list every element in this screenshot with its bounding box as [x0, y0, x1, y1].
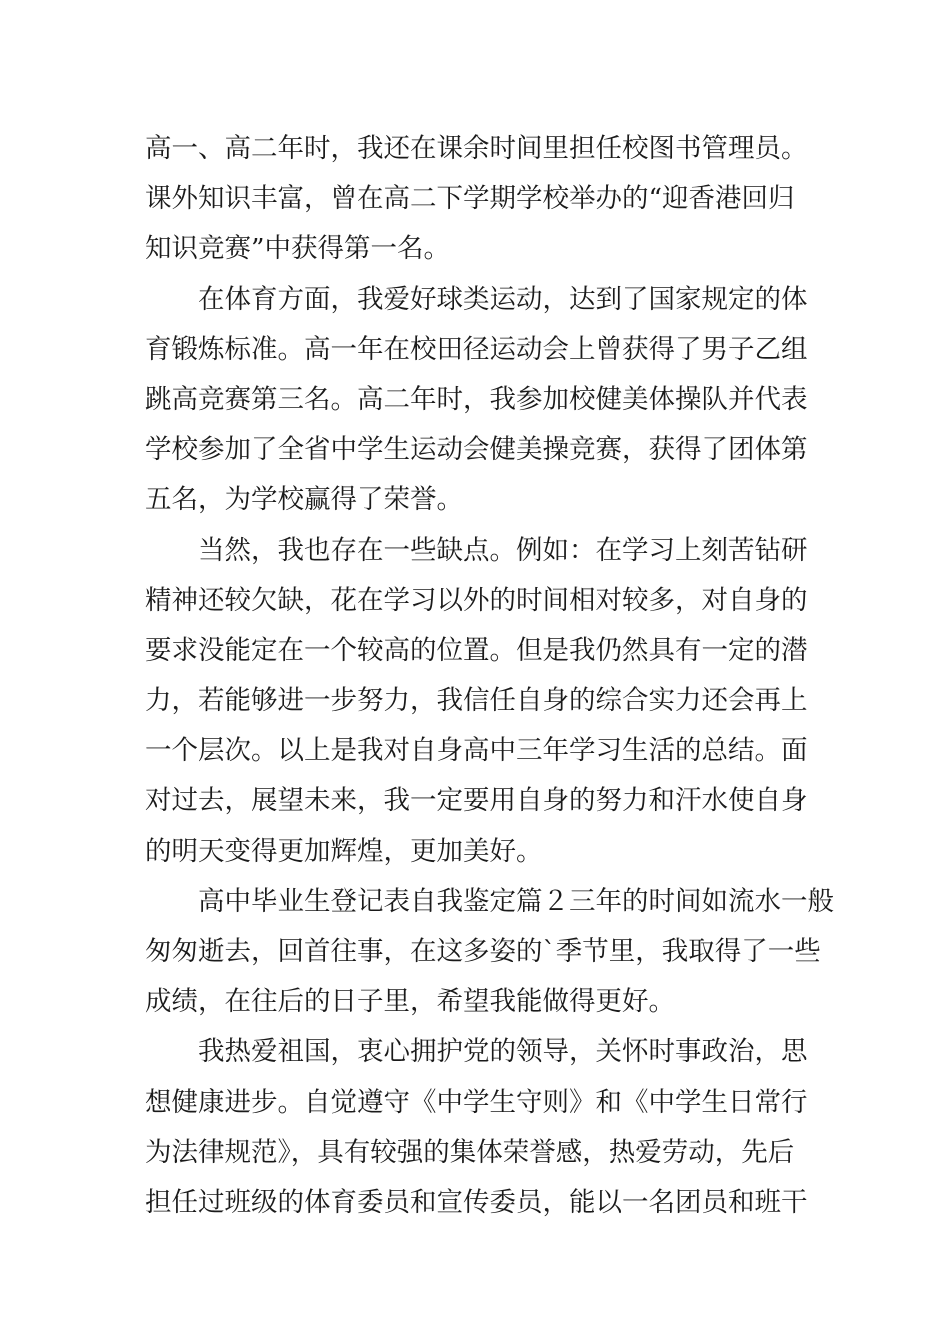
text-line: 高中毕业生登记表自我鉴定篇２三年的时间如流水一般: [145, 885, 834, 917]
text-line: 当然，我也存在一些缺点。例如：在学习上刻苦钻研: [145, 534, 808, 566]
text-line: 五名，为学校赢得了荣誉。: [145, 484, 463, 516]
text-line: 学校参加了全省中学生运动会健美操竞赛，获得了团体第: [145, 434, 808, 466]
text-line: 在体育方面，我爱好球类运动，达到了国家规定的体: [145, 283, 808, 315]
text-line: 对过去，展望未来，我一定要用自身的努力和汗水使自身: [145, 785, 808, 817]
text-line: 课外知识丰富，曾在高二下学期学校举办的“迎香港回归: [145, 183, 795, 215]
text-line: 一个层次。以上是我对自身高中三年学习生活的总结。面: [145, 735, 808, 767]
text-line: 为法律规范》，具有较强的集体荣誉感，热爱劳动，先后: [145, 1136, 795, 1168]
text-line: 跳高竞赛第三名。高二年时，我参加校健美体操队并代表: [145, 383, 808, 415]
text-line: 匆匆逝去，回首往事，在这多姿的`季节里，我取得了一些: [145, 936, 821, 967]
text-line: 精神还较欠缺，花在学习以外的时间相对较多，对自身的: [145, 584, 808, 616]
body-text: [145, 124, 834, 1228]
text-line: 要求没能定在一个较高的位置。但是我仍然具有一定的潜: [145, 634, 808, 666]
text-line: 担任过班级的体育委员和宣传委员，能以一名团员和班干: [145, 1186, 808, 1218]
text-line: 育锻炼标准。高一年在校田径运动会上曾获得了男子乙组: [145, 333, 808, 365]
text-line: 的明天变得更加辉煌，更加美好。: [145, 835, 543, 867]
text-line: 想健康进步。自觉遵守《中学生守则》和《中学生日常行: [145, 1086, 808, 1118]
text-line: 高一、高二年时，我还在课余时间里担任校图书管理员。: [145, 133, 808, 164]
text-line: 力，若能够进一步努力，我信任自身的综合实力还会再上: [145, 685, 808, 717]
text-line: 知识竞赛”中获得第一名。: [145, 233, 451, 265]
text-line: 成绩，在往后的日子里，希望我能做得更好。: [145, 986, 675, 1018]
text-line: 我热爱祖国，衷心拥护党的领导，关怀时事政治，思: [145, 1036, 808, 1068]
